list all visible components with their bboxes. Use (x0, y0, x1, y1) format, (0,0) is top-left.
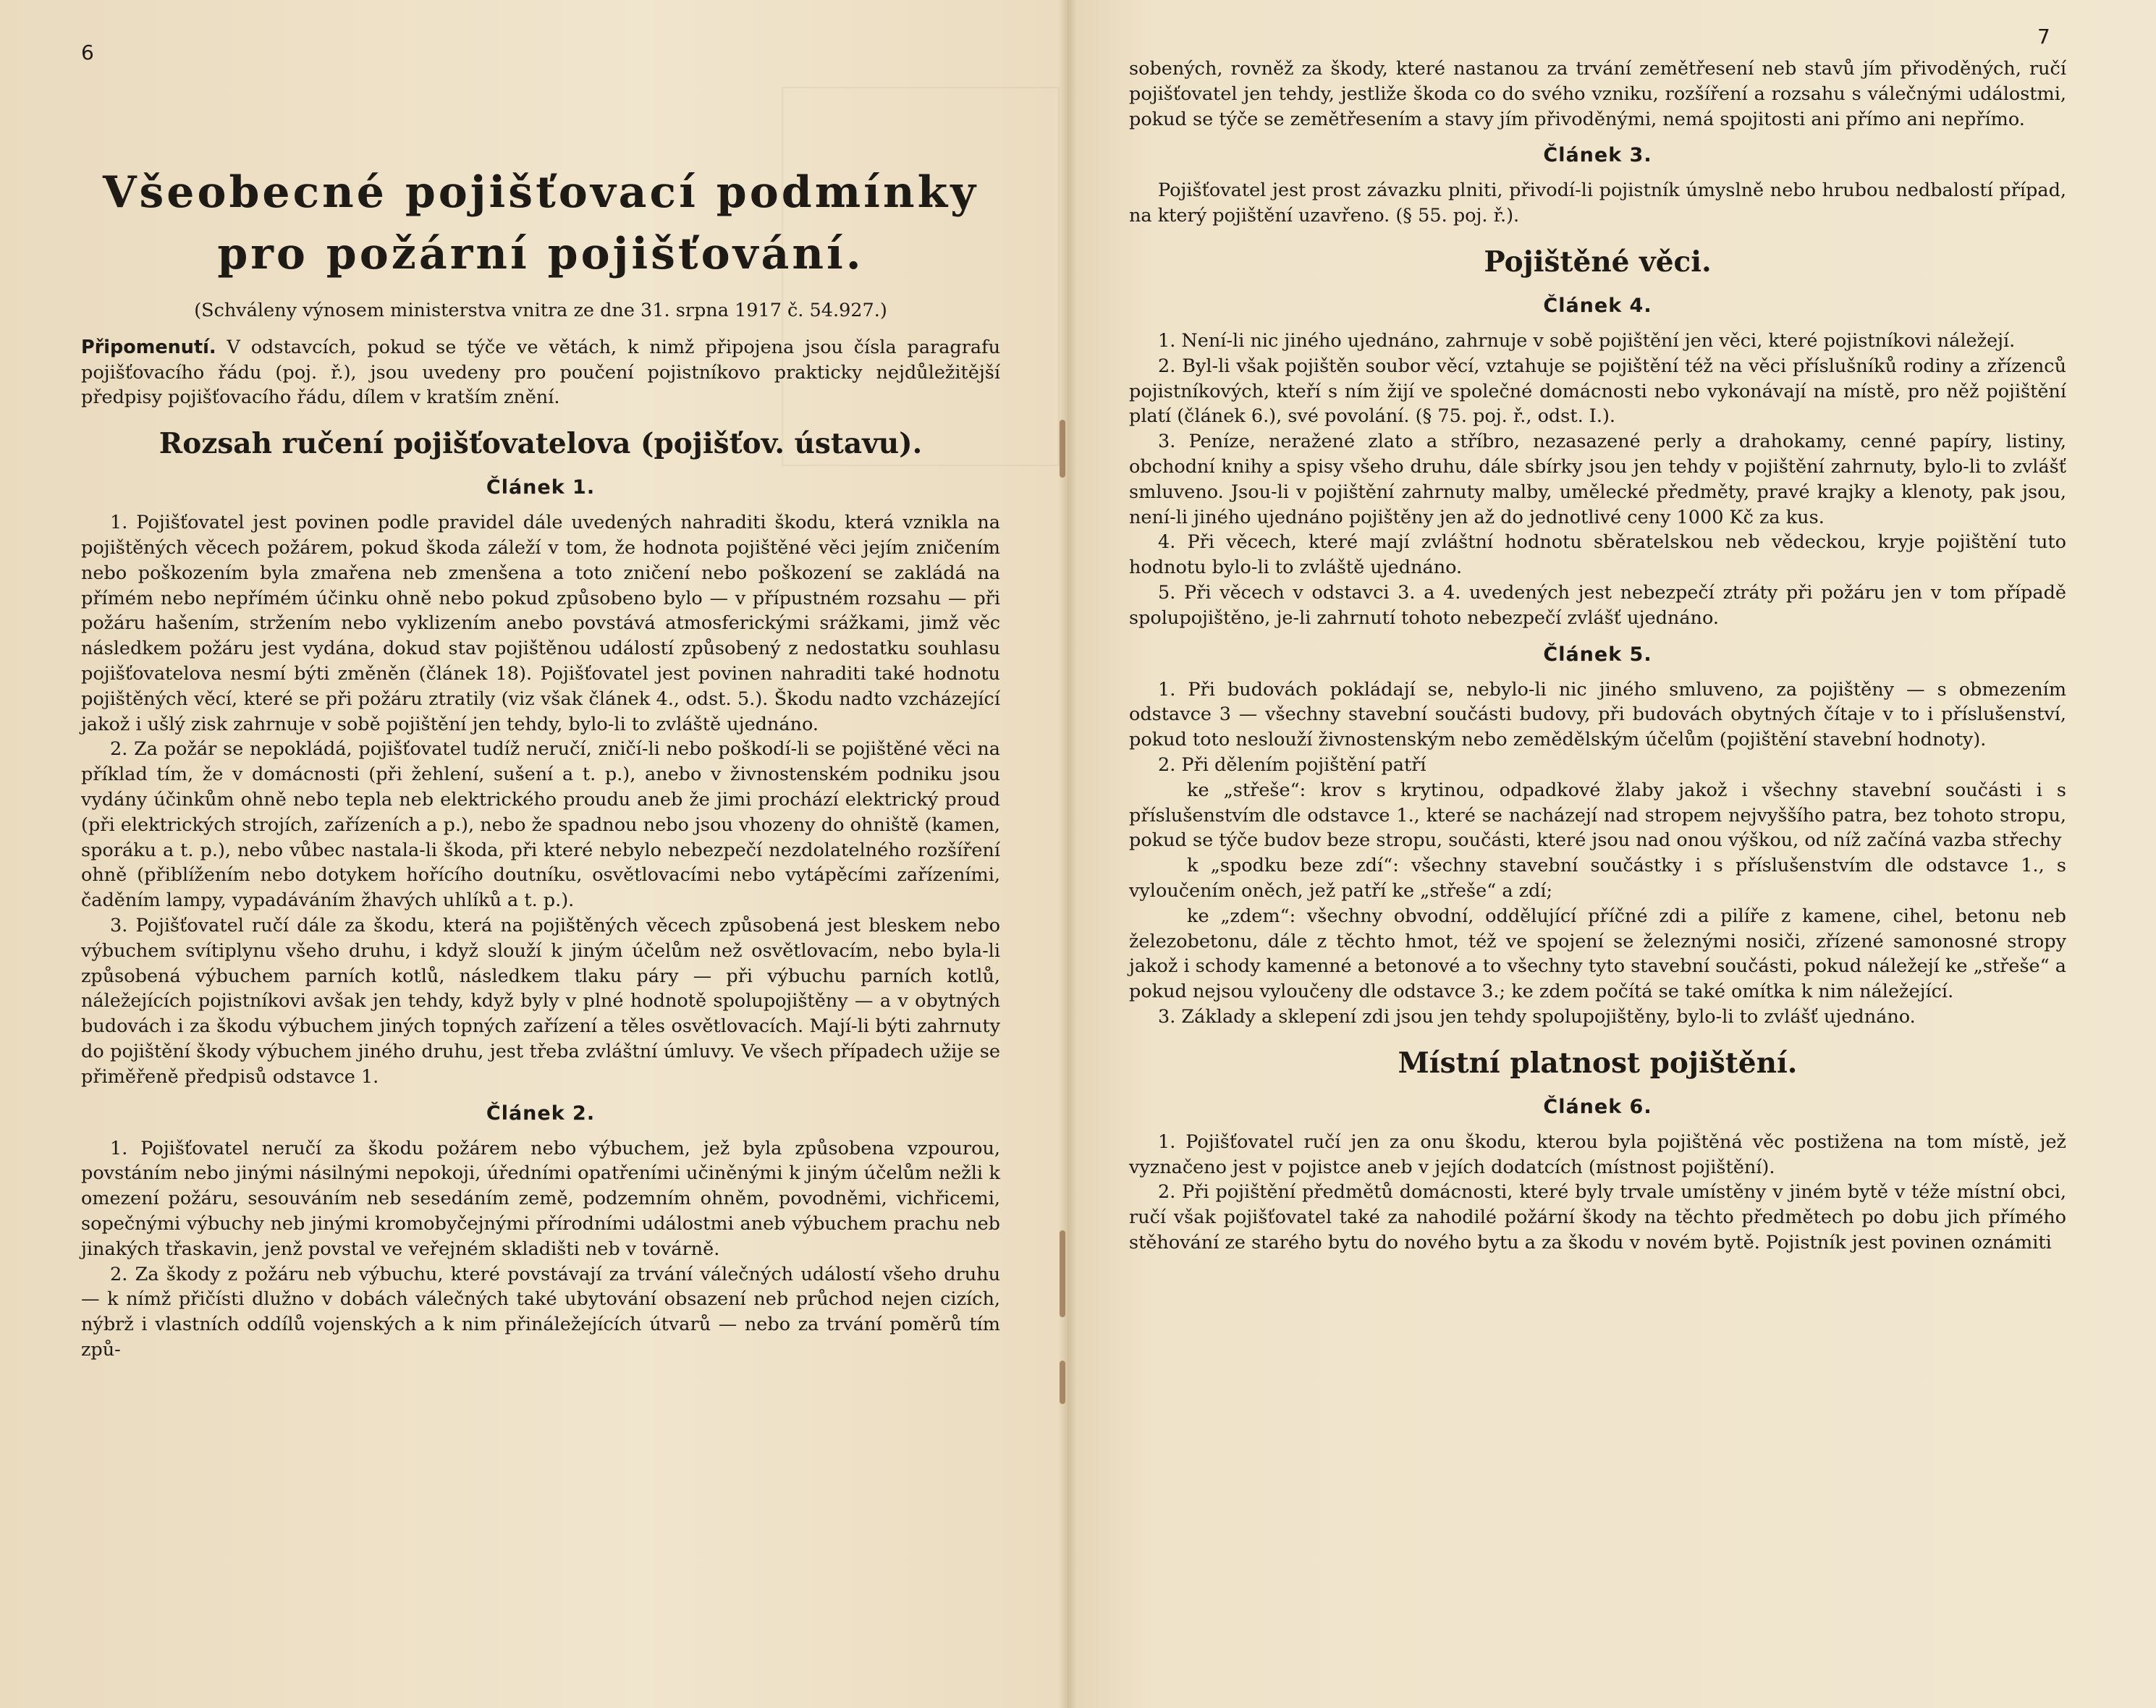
article-5-walls-definition: ke „zdem“: všechny obvodní, oddělující příčné zdi a pilíře z kamene, cihel, betonu neb železobetonu, dále z těchto hmot, též ve spojení se železnými nosiči, zřízené samonosné stropy jakož i schody kamenné a betonové a to všechny tyto stavební součásti, pokud náležejí ke „střeše“ a pokud nejsou vyloučeny dle odstavce 3.; ke zdem počítá se také omítka k nim náležející. (1129, 905, 2066, 1003)
book-gutter (1058, 0, 1077, 1708)
article-6-paragraph-1: 1. Pojišťovatel ručí jen za onu škodu, kterou byla pojištěná věc postižena na tom místě, jež vyznačeno jest v pojistce aneb v jejích dodatcích (místnost pojištění). (1129, 1130, 2066, 1178)
section-heading-liability: Rozsah ručení pojišťovatelova (pojišťov. ústavu). (158, 427, 923, 461)
article-2-paragraph-1: 1. Pojišťovatel neručí za škodu požárem nebo výbuchem, jež byla způsobena vzpourou, povstáním nebo jinými násilnými nepokoji, úředními opatřeními učiněnými k jiným účelům nežli k omezení požáru, sesouváním neb sesedáním země, podzemním ohněm, povodněmi, vichřicemi, sopečnými výbuchy neb jinými kromobyčejnými přírodními událostmi aneb výbuchem prachu neb jinakých třaskavin, jenž povstal ve veřejném skladišti neb v továrně. (81, 1137, 1000, 1260)
approval-subtitle: (Schváleny výnosem ministerstva vnitra ze dne 31. srpna 1917 č. 54.927.) (194, 300, 887, 321)
section-heading-insured-items: Pojištěné věci. (1484, 245, 1712, 279)
page-number-left: 6 (81, 41, 94, 64)
right-column (1129, 56, 2066, 1256)
article-5-roof-definition: ke „střeše“: krov s krytinou, odpadkové žlaby jakož i všechny stavební součásti i s příslušenstvím dle odstavce 1., které se nacházejí nad stropem nejvyššího patra, bez tohoto stropu, pokud se týče budov beze stropu, součásti, které jsou nad onou výškou, od níž začíná vazba střechy (1129, 779, 2066, 852)
article-3-heading: Článek 3. (1543, 144, 1652, 167)
left-column (81, 162, 1000, 1363)
article-2-paragraph-2: 2. Za škody z požáru neb výbuchu, které povstávají za trvání válečných událostí všeho druhu — k nímž přičísti dlužno v dobách válečných také ubytování obsazení neb průchod nejen cizích, nýbrž i vlastních oddílů vojenských a k nim přináležejících útvarů — nebo za trvání poměrů tím způ- (81, 1263, 1000, 1361)
right-page (1068, 0, 2156, 1708)
article-5-paragraph-1: 1. Při budovách pokládají se, nebylo-li nic jiného smluveno, za pojištěny — s obmezením odstavce 3 — všechny stavební součásti budovy, při budovách obytných čítaje v to i příslušenství, pokud toto neslouží živnostenským nebo zemědělským účelům (pojištění stavební hodnoty). (1129, 678, 2066, 751)
note-paragraph (81, 335, 1000, 410)
rust-stain-bottom (1060, 1361, 1065, 1404)
continued-paragraph: sobených, rovněž za škody, které nastanou za trvání zemětřesení neb stavů jím přivoděných, ručí pojišťovatel jen tehdy, jestliže škoda co do svého vzniku, rozšíření a rozsahu s válečnými událostmi, pokud se týče se zemětřesením a stavy jím přivoděnými, nemá spojitosti ani přímo ani nepřímo. (1129, 58, 2066, 130)
document-title-line1: Všeobecné pojišťovací podmínky (102, 167, 979, 218)
article-4-paragraph-2: 2. Byl-li však pojištěn soubor věcí, vztahuje se pojištění též na věci příslušníků rodiny a zřízenců pojistníkových, kteří s ním žijí ve společné domácnosti nebo vykonávají na místě, pro něž pojištění platí (článek 6.), své povolání. (§ 75. poj. ř., odst. I.). (1129, 355, 2066, 428)
note-text: V odstavcích, pokud se týče ve větách, k nimž připojena jsou čísla paragrafu pojišťovacího řádu (poj. ř.), jsou uvedeny pro poučení pojistníkovo prakticky nejdůležitější předpisy pojišťovacího řádu, dílem v kratším znění. (81, 336, 1000, 409)
article-5-paragraph-3: 3. Základy a sklepení zdi jsou jen tehdy spolupojištěny, bylo-li to zvlášť ujednáno. (1158, 1005, 1916, 1028)
article-5-base-definition: k „spodku beze zdí“: všechny stavební součástky i s příslušenstvím dle odstavce 1., s vyloučením oněch, jež patří ke „střeše“ a zdí; (1129, 855, 2066, 902)
left-page (0, 0, 1068, 1708)
article-3-paragraph: Pojišťovatel jest prost závazku plniti, přivodí-li pojistník úmyslně nebo hrubou nedbalostí případ, na který pojištění uzavřeno. (§ 55. poj. ř.). (1129, 179, 2066, 227)
section-heading-local-validity: Místní platnost pojištění. (1398, 1046, 1798, 1080)
article-4-paragraph-3: 3. Peníze, neražené zlato a stříbro, nezasazené perly a drahokamy, cenné papíry, listiny, obchodní knihy a spisy všeho druhu, dále sbírky jsou jen tehdy v pojištění zahrnuty, bylo-li to zvlášť smluveno. Jsou-li v pojištění zahrnuty malby, umělecké předměty, pravé krajky a klenoty, pak jsou, není-li jiného ujednáno pojištěny jen až do jednotlivé ceny 1000 Kč za kus. (1129, 431, 2066, 528)
article-4-paragraph-5: 5. Při věcech v odstavci 3. a 4. uvedených jest nebezpečí ztráty při požáru jen v tom případě spolupojištěno, je-li zahrnutí tohoto nebezpečí zvlášť ujednáno. (1129, 581, 2066, 629)
article-5-heading: Článek 5. (1543, 643, 1652, 666)
article-4-paragraph-1: 1. Není-li nic jiného ujednáno, zahrnuje v sobě pojištění jen věci, které pojistníkovi náležejí. (1158, 329, 2016, 352)
page-number-right: 7 (2037, 25, 2050, 48)
article-1-paragraph-2: 2. Za požár se nepokládá, pojišťovatel tudíž neručí, zničí-li nebo poškodí-li se pojištěné věci na příklad tím, že v domácnosti (při žehlení, sušení a t. p.), anebo v živnostenském podniku jsou vydány účinkům ohně nebo tepla neb elektrického proudu aneb že jimi prochází elektrický proud (při elektrických strojích, zařízeních a p.), nebo že spadnou nebo jsou vhozeny do ohniště (kamen, sporáku a t. p.), nebo vůbec nastala-li škoda, při které nebylo nebezpečí nezdolatelného rozšíření ohně (přiblížením nebo dotykem hořícího doutníku, osvětlovacími nebo vytápěcími zařízeními, čaděním lampy, vypadáváním žhavých uhlíků a t. p.). (81, 738, 1000, 912)
article-2-heading: Článek 2. (486, 1102, 596, 1125)
note-label: Připomenutí. (81, 336, 216, 358)
rust-stain-lower (1060, 1230, 1065, 1317)
article-6-paragraph-2: 2. Při pojištění předmětů domácnosti, které byly trvale umístěny v jiném bytě v téže místní obci, ručí však pojišťovatel také za nahodilé požární škody na těchto předmětech po dobu jich přímého stěhování ze starého bytu do nového bytu a za škodu v novém bytě. Pojistník jest povinen oznámiti (1129, 1181, 2066, 1253)
article-4-heading: Článek 4. (1543, 294, 1652, 317)
article-4-paragraph-4: 4. Při věcech, které mají zvláštní hodnotu sběratelskou neb vědeckou, kryje pojištění tuto hodnotu bylo-li to zvláště ujednáno. (1129, 531, 2066, 579)
rust-stain-upper (1060, 420, 1065, 478)
article-1-paragraph-3: 3. Pojišťovatel ručí dále za škodu, která na pojištěných věcech způsobená jest bleskem nebo výbuchem svítiplynu všeho druhu, i když slouží k jiným účelům než osvětlovacím, nebo byla-li způsobená výbuchem parních kotlů, následkem tlaku páry — při výbuchu parních kotlů, náležejících pojistníkovi avšak jen tehdy, když byly v plné hodnotě spolupojištěny — a v obytných budovách i za škodu výbuchem jiných topných zařízení a těles osvětlovacích. Mají-li býti zahrnuty do pojištění škody výbuchem jiného druhu, jest třeba zvláštní úmluvy. Ve všech případech užije se přiměřeně předpisů odstavce 1. (81, 914, 1000, 1088)
article-1-paragraph-1: 1. Pojišťovatel jest povinen podle pravidel dále uvedených nahraditi škodu, která vznikla na pojištěných věcech požárem, pokud škoda záleží v tom, že hodnota pojištěné věci jejím zničením nebo poškozením byla zmařena neb zmenšena a toto zničení nebo poškození se zakládá na přímém nebo nepřímém účinku ohně nebo pokud způsobeno bylo — v přípustném rozsahu — při požáru hašením, stržením nebo vyklizením anebo povstává atmosferickými srážkami, jimž věc následkem požáru jest vydána, dokud stav pojištěnou událostí způsobený z nedostatku souhlasu pojišťovatelova nesmí býti změněn (článek 18). Pojišťovatel jest povinen nahraditi také hodnotu pojištěných věcí, které se při požáru ztratily (viz však článek 4., odst. 5.). Škodu nadto vzcházející jakož i ušlý zisk zahrnuje v sobě pojištění jen tehdy, bylo-li to zvláště ujednáno. (81, 512, 1000, 735)
article-5-paragraph-2: 2. Při dělením pojištění patří (1158, 753, 1426, 776)
article-6-heading: Článek 6. (1543, 1095, 1652, 1118)
document-title-line2: pro požární pojišťování. (217, 229, 864, 279)
article-1-heading: Článek 1. (486, 476, 596, 499)
